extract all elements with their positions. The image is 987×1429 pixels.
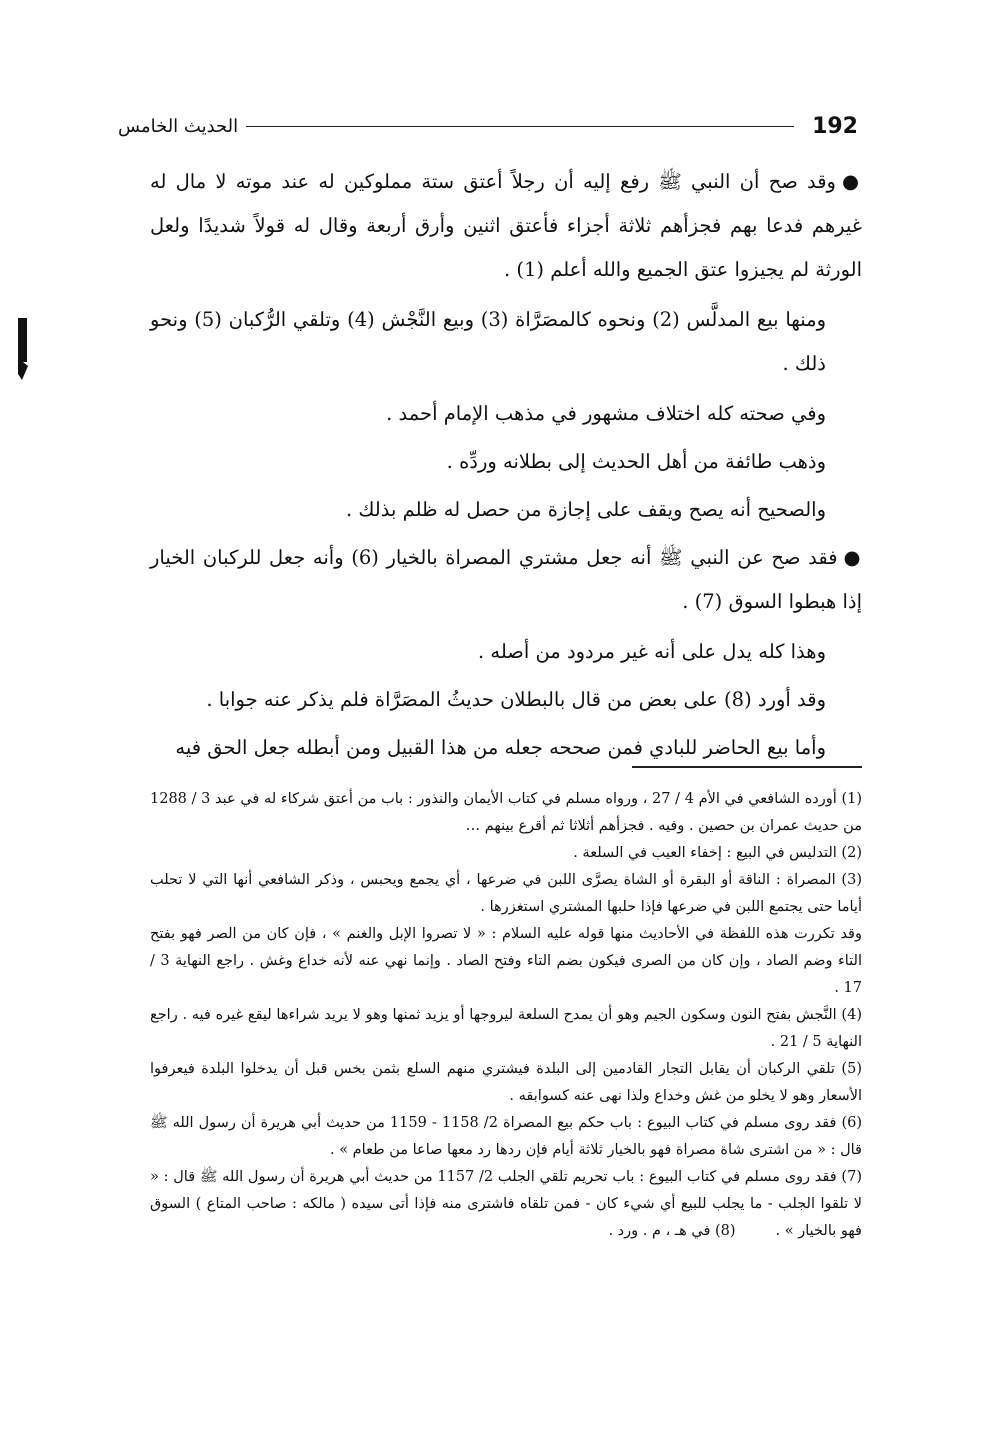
paragraph-text: وأما بيع الحاضر للبادي فمن صححه جعله من هذا القبيل ومن أبطله جعل الحق فيه <box>175 736 826 759</box>
footnote-1: (1) أورده الشافعي في الأم 4 / 27 ، ورواه مسلم في كتاب الأيمان والنذور : باب من أعتق شركاء له في عبد 3 / 1288 من حديث عمران بن حصين . وفيه . فجزأهم أثلاثا ثم أقرع بينهم … <box>150 791 863 834</box>
paragraph-1 <box>150 160 862 292</box>
footnote-6: (6) فقد روى مسلم في كتاب البيوع : باب حكم بيع المصراة 2/ 1158 - 1159 من حديث أبي هريرة أن رسول الله ﷺ قال : « من اشترى شاة مصراة فهو بالخيار ثلاثة أيام فإن ردها رد معها صاعا من طعام » . <box>150 1115 863 1158</box>
paragraph-5 <box>150 488 862 532</box>
header-rule <box>246 126 794 127</box>
paragraph-text: وذهب طائفة من أهل الحديث إلى بطلانه وردِّه . <box>446 450 826 473</box>
paragraph-2 <box>150 298 862 386</box>
paragraph-9 <box>150 726 862 770</box>
footnote-5: (5) تلقي الركبان أن يقابل التجار القادمين إلى البلدة فيشتري منهم السلع بثمن بخس قبل أن يدخلوا البلدة فيعرفوا الأسعار وهو لا يخلو من غش وخداع ولذا نهى عنه كسوابقه . <box>150 1061 862 1104</box>
paragraph-7 <box>150 630 862 674</box>
footnote-4: (4) النَّجش بفتح النون وسكون الجيم وهو أن يمدح السلعة ليروجها أو يزيد ثمنها وهو لا يريد شراءها ليقع غيره فيه . راجع النهاية 5 / 21 . <box>150 1007 862 1050</box>
paragraph-3 <box>150 392 862 436</box>
section-title: الحديث الخامس <box>118 115 239 137</box>
footnotes <box>150 786 862 1245</box>
page-number: 192 <box>812 113 858 139</box>
paragraph-8 <box>150 678 862 722</box>
bullet-icon: ● <box>843 546 862 569</box>
paragraph-text: وقد صح أن النبي ﷺ رفع إليه أن رجلاً أعتق ستة مملوكين له عند موته لا مال له غيرهم فدعا بهم فجزأهم ثلاثة أجزاء فأعتق اثنين وأرق أربعة وقال له قولاً شديدًا ولعل الورثة لم يجيزوا عتق الجميع والله أعلم (1) . <box>150 170 862 281</box>
footnote-7: (7) فقد روى مسلم في كتاب البيوع : باب تحريم تلقي الجلب 2/ 1157 من حديث أبي هريرة أن رسول الله ﷺ قال : « لا تلقوا الجلب - ما يجلب للبيع أي شيء كان - فمن تلقاه فاشترى منه فإذا أتى سيده ( مالكه : صاحب المتاع ) السوق فهو بالخيار » . <box>150 1169 862 1239</box>
footnote-7-8 <box>150 1164 862 1245</box>
page-header <box>118 108 858 144</box>
main-text <box>150 160 862 774</box>
footnote-divider <box>632 766 862 768</box>
paragraph-text: وقد أورد (8) على بعض من قال بالبطلان حديثُ المصَرَّاة فلم يذكر عنه جوابا . <box>206 688 826 711</box>
paragraph-text: والصحيح أنه يصح ويقف على إجازة من حصل له ظلم بذلك . <box>345 498 826 521</box>
footnote-3: (3) المصراة : الناقة أو البقرة أو الشاة يصرَّى اللبن في ضرعها ، أي يجمع ويحبس ، وذكر الشافعي أنها التي لا تحلب أياما حتى يجتمع اللبن في ضرعها فإذا حلبها المشتري استغزرها . <box>150 872 862 915</box>
paragraph-text: فقد صح عن النبي ﷺ أنه جعل مشتري المصراة بالخيار (6) وأنه جعل للركبان الخيار إذا هبطوا السوق (7) . <box>150 546 862 613</box>
paragraph-text: ومنها بيع المدلَّس (2) ونحوه كالمصَرَّاة (3) وبيع النَّجْش (4) وتلقي الرُّكبان (5) ونحو ذلك . <box>150 308 827 375</box>
paragraph-text: وهذا كله يدل على أنه غير مردود من أصله . <box>477 640 826 663</box>
footnote-2: (2) التدليس في البيع : إخفاء العيب في السلعة . <box>573 845 862 861</box>
bullet-icon: ● <box>841 170 863 193</box>
margin-marker-icon <box>16 318 30 380</box>
paragraph-text: وفي صحته كله اختلاف مشهور في مذهب الإمام أحمد . <box>386 402 826 425</box>
paragraph-6 <box>150 536 862 624</box>
footnote-8: (8) في هـ ، م . ورد . <box>608 1223 736 1239</box>
paragraph-4 <box>150 440 862 484</box>
footnote-3-continued: وقد تكررت هذه اللفظة في الأحاديث منها قوله عليه السلام : « لا تصروا الإبل والغنم » ، فإن كان من الصر فهو بفتح التاء وضم الصاد ، وإن كان من الصرى فيكون بضم التاء وفتح الصاد . وإنما نهي عنه لأنه خداع وغش . راجع النهاية 3 / 17 . <box>150 926 862 996</box>
